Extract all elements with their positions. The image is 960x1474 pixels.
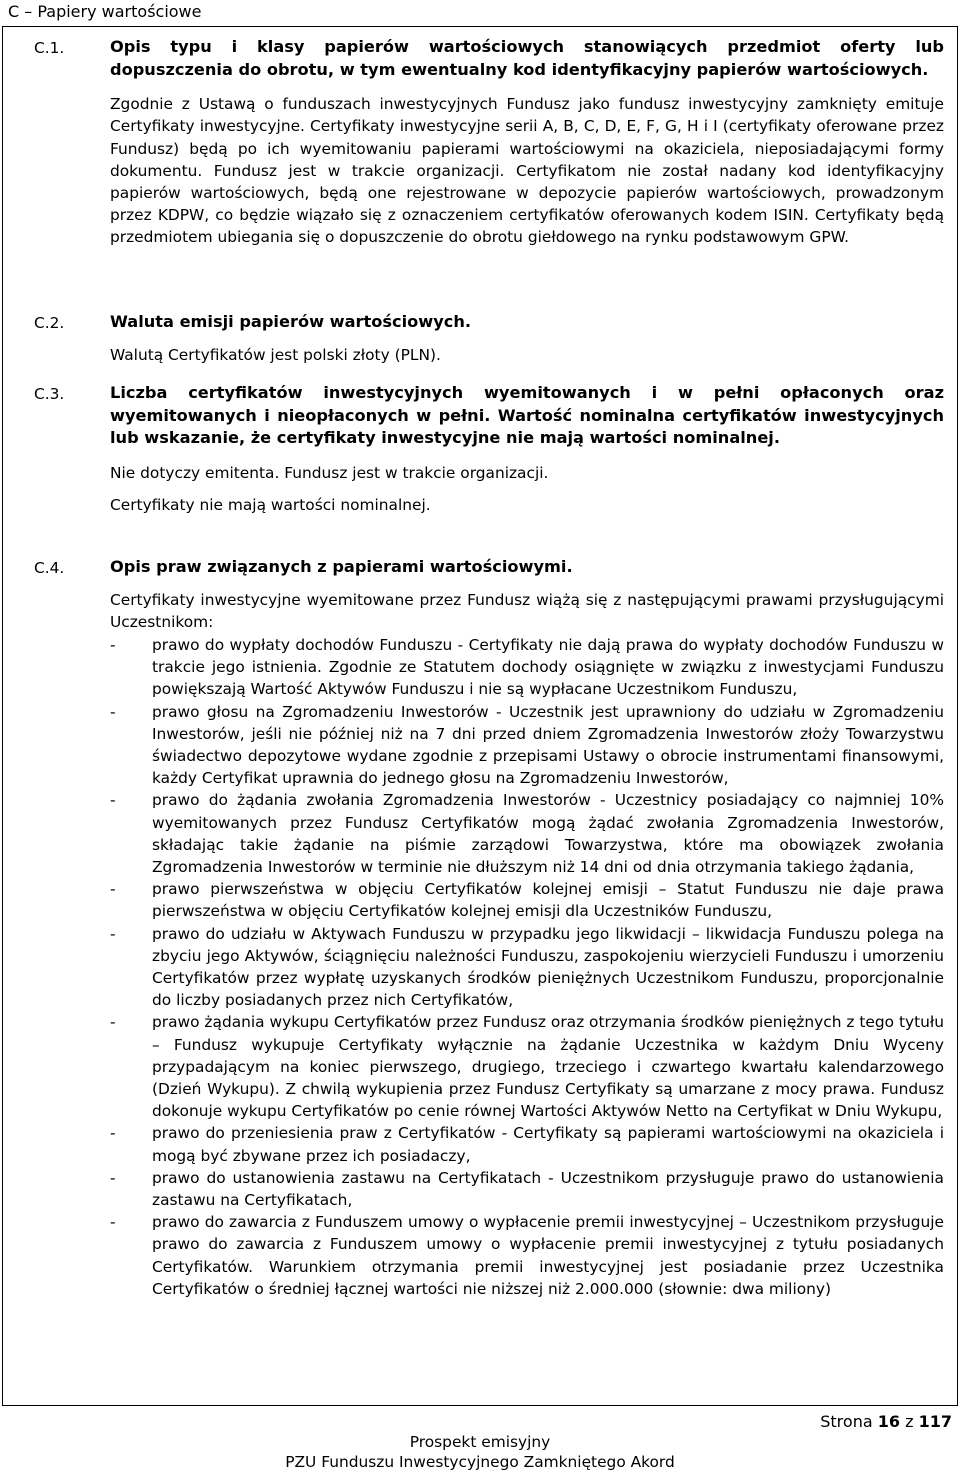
list-marker: -	[110, 636, 116, 654]
section-number: C.4.	[34, 559, 65, 577]
section-number: C.1.	[34, 39, 65, 57]
footer-line-1: Prospekt emisyjny	[409, 1433, 551, 1451]
paragraph: Zgodnie z Ustawą o funduszach inwestycyjnych Fundusz jako fundusz inwestycyjny zamknięty emituje Certyfikaty inwestycyjne. Certyfikaty inwestycyjne serii A, B, C, D, E, F, G, H i I (certyfikaty oferowane przez Fundusz) będą po ich wyemitowaniu papierami wartościowymi na okaziciela, nieposiadającymi formy dokumentu. Fundusz jest w trakcie organizacji. Certyfikatom nie został nadany kod identyfikacyjny papierów wartościowych, będą one rejestrowane w depozycie papierów wartościowych, prowadzonym przez KDPW, co będzie wiązało się z oznaczeniem certyfikatów oferowanych kodem ISIN. Certyfikaty będą przedmiotem ubiegania się o dopuszczenie do obrotu giełdowego na rynku podstawowym GPW.	[110, 95, 944, 247]
bottom-rule	[2, 1405, 958, 1406]
list-marker: -	[110, 1124, 116, 1143]
section-c3	[110, 382, 944, 516]
paragraph: Certyfikaty inwestycyjne wyemitowane przez Fundusz wiążą się z następującymi prawami przysługującymi Uczestnikom:	[110, 590, 944, 631]
list-item: - prawo do wypłaty dochodów Funduszu - Certyfikaty nie dają prawa do wypłaty dochodów Funduszu w trakcie jego istnienia. Zgodnie ze Statutem dochody osiągnięte w związku z inwestycjami Funduszu powiększają Wartość Aktywów Funduszu i nie są wypłacane Uczestnikom Funduszu,	[110, 636, 944, 699]
list-item: - prawo do przeniesienia praw z Certyfikatów - Certyfikaty są papierami wartościowymi na okaziciela i mogą być zbywane przez ich posiadaczy,	[110, 1124, 944, 1165]
list-marker: -	[110, 924, 116, 943]
section-number: C.2.	[34, 314, 65, 332]
list-marker: -	[110, 1013, 116, 1032]
rights-list	[110, 634, 944, 1300]
list-item: - prawo do zawarcia z Funduszem umowy o wypłacenie premii inwestycyjnej – Uczestnikom przysługuje prawo do zawarcia z Funduszem umowy o wypłacenie premii inwestycyjnej z tytułu posiadanych Certyfikatów. Warunkiem otrzymania premii inwestycyjnej jest posiadanie przez Uczestnika Certyfikatów o średniej łącznej wartości nie niższej niż 2.000.000 (słownie: dwa miliony)	[110, 1213, 944, 1298]
current-page: 16	[877, 1412, 900, 1431]
right-border	[957, 26, 958, 1405]
paragraph: Certyfikaty nie mają wartości nominalnej.	[110, 495, 431, 514]
footer-line-2: PZU Funduszu Inwestycyjnego Zamkniętego Akord	[285, 1453, 675, 1471]
list-item: - prawo żądania wykupu Certyfikatów przez Fundusz oraz otrzymania środków pieniężnych z tego tytułu – Fundusz wykupuje Certyfikaty wyłącznie na żądanie Uczestnika w każdym Dniu Wyceny przypadającym na koniec pierwszego, drugiego, trzeciego i czwartego kwartału kalendarzowego (Dzień Wykupu). Z chwilą wykupienia przez Fundusz Certyfikaty są umarzane z mocy prawa. Fundusz dokonuje wykupu Certyfikatów po cenie równej Wartości Aktywów Netto na Certyfikat w Dniu Wykupu,	[110, 1013, 944, 1121]
list-marker: -	[110, 791, 116, 810]
section-title: Opis typu i klasy papierów wartościowych stanowiących przedmiot oferty lub dopuszczenia do obrotu, w tym ewentualny kod identyfikacyjny papierów wartościowych.	[110, 37, 944, 79]
list-marker: -	[110, 702, 116, 721]
page-number: Strona 16 z 117	[820, 1412, 952, 1431]
list-marker: -	[110, 1168, 116, 1187]
section-title: Opis praw związanych z papierami wartościowymi.	[110, 557, 573, 576]
list-item: - prawo do żądania zwołania Zgromadzenia Inwestorów - Uczestnicy posiadający co najmniej 10% wyemitowanych przez Fundusz Certyfikatów mogą żądać zwołania Zgromadzenia Inwestorów, składając takie żądanie na piśmie zarządowi Towarzystwa, które ma obowiązek zwołania Zgromadzenia Inwestorów w terminie nie dłuższym niż 14 dni od dnia otrzymania takiego żądania,	[110, 791, 944, 877]
list-item: - prawo głosu na Zgromadzeniu Inwestorów - Uczestnik jest uprawniony do udziału w Zgromadzeniu Inwestorów, jeśli nie później niż na 7 dni przed dniem Zgromadzenia Inwestorów złoży Towarzystwu świadectwo depozytowe wydane zgodnie z przepisami Ustawy o obrocie instrumentami finansowymi, każdy Certyfikat uprawnia do jednego głosu na Zgromadzeniu Inwestorów,	[110, 702, 944, 788]
section-title: Waluta emisji papierów wartościowych.	[110, 312, 472, 331]
paragraph: Walutą Certyfikatów jest polski złoty (PLN).	[110, 345, 441, 364]
total-pages: 117	[918, 1412, 952, 1431]
section-c1	[110, 36, 944, 249]
list-marker: -	[110, 1213, 116, 1232]
top-rule	[2, 26, 958, 27]
running-header: C – Papiery wartościowe	[8, 2, 202, 21]
list-item: - prawo pierwszeństwa w objęciu Certyfikatów kolejnej emisji – Statut Funduszu nie daje prawa pierwszeństwa w objęciu Certyfikatów kolejnej emisji dla Uczestników Funduszu,	[110, 880, 944, 921]
section-number: C.3.	[34, 385, 65, 403]
paragraph: Nie dotyczy emitenta. Fundusz jest w trakcie organizacji.	[110, 463, 549, 482]
list-item: - prawo do udziału w Aktywach Funduszu w przypadku jego likwidacji – likwidacja Funduszu polega na zbyciu jego Aktywów, ściągnięciu należności Funduszu, zaspokojeniu wierzycieli Funduszu i umorzeniu Certyfikatów przez wypłatę uzyskanych środków pieniężnych Uczestnikom Funduszu, proporcjonalnie do liczby posiadanych przez nich Certyfikatów,	[110, 924, 944, 1010]
section-title: Liczba certyfikatów inwestycyjnych wyemitowanych i w pełni opłaconych oraz wyemitowanych i nieopłaconych w pełni. Wartość nominalna certyfikatów inwestycyjnych lub wskazanie, że certyfikaty inwestycyjne nie mają wartości nominalnej.	[110, 383, 944, 448]
section-c2	[110, 311, 944, 366]
list-marker: -	[110, 880, 116, 899]
section-c4	[110, 556, 944, 633]
list-item: - prawo do ustanowienia zastawu na Certyfikatach - Uczestnikom przysługuje prawo do ustanowienia zastawu na Certyfikatach,	[110, 1168, 944, 1210]
left-border	[2, 26, 3, 1405]
